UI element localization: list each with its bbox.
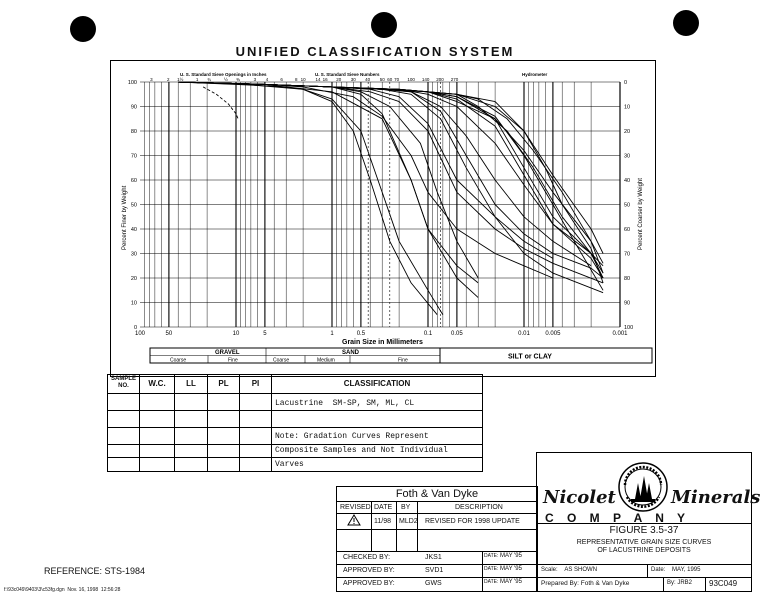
sand-medium-label: Medium — [317, 357, 335, 364]
date-field: Date: MAY, 1995 — [651, 567, 701, 573]
sample-table — [107, 374, 483, 472]
sieve-number-label: 270 — [450, 77, 459, 82]
x-tick-label: 0.01 — [518, 331, 530, 337]
y-tick-label-right: 80 — [624, 276, 631, 282]
gradation-curve-1 — [178, 82, 443, 315]
date-row-2: DATE: MAY '95 — [484, 566, 522, 572]
sieve-inch-label: 1 — [195, 77, 199, 82]
y-tick-label-left: 20 — [130, 276, 137, 282]
gradation-curve-3 — [178, 82, 478, 298]
y-axis-label-left: Percent Finer by Weight — [122, 185, 128, 250]
gradation-curve-17 — [178, 82, 603, 266]
scale-field: Scale: AS SHOWN — [541, 567, 598, 573]
pine-trees-seal-icon — [617, 461, 669, 513]
y-tick-label-left: 60 — [130, 178, 137, 184]
x-tick-label: 5 — [263, 331, 267, 337]
prepared-by: Prepared By: Foth & Van Dyke — [541, 580, 630, 587]
gradation-curve-15 — [178, 82, 603, 293]
sieve-inches-label: U. S. Standard Sieve Openings in Inches — [180, 72, 267, 77]
sieve-number-label: 40 — [365, 77, 371, 82]
gravel-fine-label: Fine — [228, 357, 238, 364]
classification-row-1: Lacustrine SM-SP, SM, ML, CL — [275, 399, 415, 408]
x-tick-label: 0.05 — [451, 331, 463, 337]
x-tick-label: 100 — [134, 331, 146, 337]
y-tick-label-right: 50 — [624, 202, 631, 209]
date-row-1: DATE: MAY '95 — [484, 553, 522, 559]
y-tick-label-left: 40 — [130, 227, 137, 233]
y-tick-label-right: 100 — [624, 325, 634, 331]
silt-clay-label: SILT or CLAY — [508, 353, 552, 361]
sieve-number-label: 140 — [421, 77, 430, 82]
punch-hole-center — [371, 12, 397, 38]
sieve-number-label: 60 — [387, 77, 393, 82]
ll-header: LL — [175, 375, 208, 471]
checked-by-value: JKS1 — [425, 554, 442, 561]
revision-by: MLD2 — [399, 518, 418, 525]
sieve-number-label: 16 — [322, 77, 328, 82]
punch-hole-right — [673, 10, 699, 36]
pl-header: PL — [208, 375, 240, 471]
sieve-inch-label: ¾ — [207, 77, 212, 82]
revision-block — [336, 486, 538, 592]
title-block — [536, 452, 761, 592]
gradation-curve-9 — [178, 82, 603, 263]
y-tick-label-right: 90 — [624, 300, 631, 307]
y-tick-label-right: 30 — [624, 153, 631, 160]
figure-number: FIGURE 3.5-37 — [609, 525, 679, 536]
company-label: C O M P A N Y — [545, 511, 691, 525]
sieve-number-label: 70 — [394, 77, 400, 82]
x-tick-label: 0.005 — [545, 331, 561, 337]
y-tick-label-right: 0 — [624, 80, 628, 86]
gradation-curve-11 — [178, 82, 603, 283]
classification-row-5: Varves — [275, 460, 304, 469]
y-tick-label-left: 70 — [130, 153, 137, 160]
hydrometer-label: Hydrometer — [522, 72, 548, 77]
sieve-number-label: 100 — [407, 77, 415, 82]
y-tick-label-right: 60 — [624, 227, 631, 233]
classification-header: CLASSIFICATION — [343, 379, 411, 388]
revision-date: 11/98 — [374, 518, 391, 525]
approved-by-value-2: GWS — [425, 580, 442, 587]
drafted-by-field: By: JRB2 — [667, 580, 693, 586]
y-axis-label-right: Percent Coarser by Weight — [638, 178, 644, 250]
page-title: UNIFIED CLASSIFICATION SYSTEM — [235, 44, 515, 59]
revision-description: REVISED FOR 1998 UPDATE — [425, 518, 520, 525]
classification-row-3: Note: Gradation Curves Represent — [275, 432, 429, 441]
sieve-inch-label: 3 — [150, 77, 153, 82]
approved-by-label-2: APPROVED BY: — [343, 580, 395, 587]
sand-coarse-label: Coarse — [273, 357, 290, 364]
figure-subtitle-2: OF LACUSTRINE DEPOSITS — [597, 547, 691, 554]
sieve-number-label: 10 — [300, 77, 306, 82]
sieve-inch-label: 2 — [166, 77, 170, 82]
logo-left: Nicolet — [543, 487, 616, 508]
sieve-number-label: 6 — [280, 77, 283, 82]
y-tick-label-right: 20 — [624, 129, 631, 135]
sand-fine-label: Fine — [398, 357, 408, 364]
sieve-number-label: 4 — [265, 77, 269, 82]
by-header: BY — [401, 504, 411, 511]
gravel-label: GRAVEL — [215, 350, 240, 356]
gradation-bar — [150, 348, 652, 364]
gradation-curve-12 — [178, 82, 603, 290]
sieve-inch-label: ⅜ — [236, 77, 240, 82]
revision-company: Foth & Van Dyke — [395, 488, 479, 500]
warning-triangle-icon — [347, 514, 361, 526]
sieve-number-label: 200 — [436, 77, 444, 82]
logo-right: Minerals — [671, 487, 761, 508]
gradation-curve-14 — [178, 82, 603, 283]
x-tick-label: 1 — [330, 331, 334, 337]
y-tick-label-left: 10 — [130, 300, 137, 307]
sieve-inch-label: 1½ — [177, 77, 184, 82]
checked-by-label: CHECKED BY: — [343, 554, 391, 561]
sieve-inch-label: ½ — [224, 77, 228, 82]
punch-hole-left — [70, 16, 96, 42]
sieve-number-label: 30 — [350, 77, 356, 82]
gradation-curve-6 — [178, 82, 591, 266]
x-tick-label: 10 — [232, 331, 240, 337]
sieve-number-label: 8 — [294, 77, 298, 82]
gradation-curve-5 — [178, 82, 553, 258]
description-header: DESCRIPTION — [455, 504, 503, 511]
x-tick-label: 0.001 — [612, 331, 628, 337]
file-stamp: f:\93c049\9403\3\c53fg.dgn Nov. 16, 1998 12:56:28 — [4, 587, 121, 593]
date-header: DATE — [374, 504, 393, 511]
y-tick-label-left: 30 — [130, 251, 137, 258]
wc-header: W.C. — [140, 375, 175, 471]
x-axis-label: Grain Size in Millimeters — [342, 339, 423, 346]
sieve-number-label: 3 — [253, 77, 257, 82]
date-row-3: DATE: MAY '95 — [484, 579, 522, 585]
y-tick-label-left: 50 — [130, 202, 137, 209]
approved-by-value-1: SVD1 — [425, 567, 444, 574]
sieve-numbers-label: U. S. Standard Sieve Numbers — [315, 72, 380, 77]
y-tick-label-right: 10 — [624, 104, 631, 111]
sample-no-header: SAMPLE NO. — [108, 375, 140, 471]
sand-label: SAND — [342, 350, 360, 356]
figure-subtitle-1: REPRESENTATIVE GRAIN SIZE CURVES — [576, 539, 712, 546]
y-tick-label-right: 40 — [624, 178, 631, 184]
y-tick-label-right: 70 — [624, 251, 631, 258]
x-tick-label: 50 — [165, 331, 173, 337]
y-tick-label-left: 100 — [127, 80, 137, 86]
y-tick-label-left: 80 — [130, 129, 137, 135]
drawing-number: 93C049 — [709, 579, 738, 588]
x-tick-label: 0.1 — [423, 331, 433, 337]
dashed-curve-1 — [203, 87, 238, 119]
grain-size-chart — [110, 60, 656, 378]
classification-row-4: Composite Samples and Not Individual — [275, 446, 448, 455]
x-tick-label: 0.5 — [356, 331, 366, 337]
sieve-number-label: 20 — [336, 77, 342, 82]
reference-note: REFERENCE: STS-1984 — [44, 566, 146, 576]
sieve-number-label: 14 — [315, 77, 321, 82]
revised-header: REVISED — [340, 504, 371, 511]
approved-by-label-1: APPROVED BY: — [343, 567, 395, 574]
gravel-coarse-label: Coarse — [170, 357, 187, 364]
y-tick-label-left: 0 — [133, 325, 137, 331]
y-tick-label-left: 90 — [130, 104, 137, 111]
sieve-number-label: 50 — [379, 77, 385, 82]
pi-header: PI — [240, 375, 272, 471]
